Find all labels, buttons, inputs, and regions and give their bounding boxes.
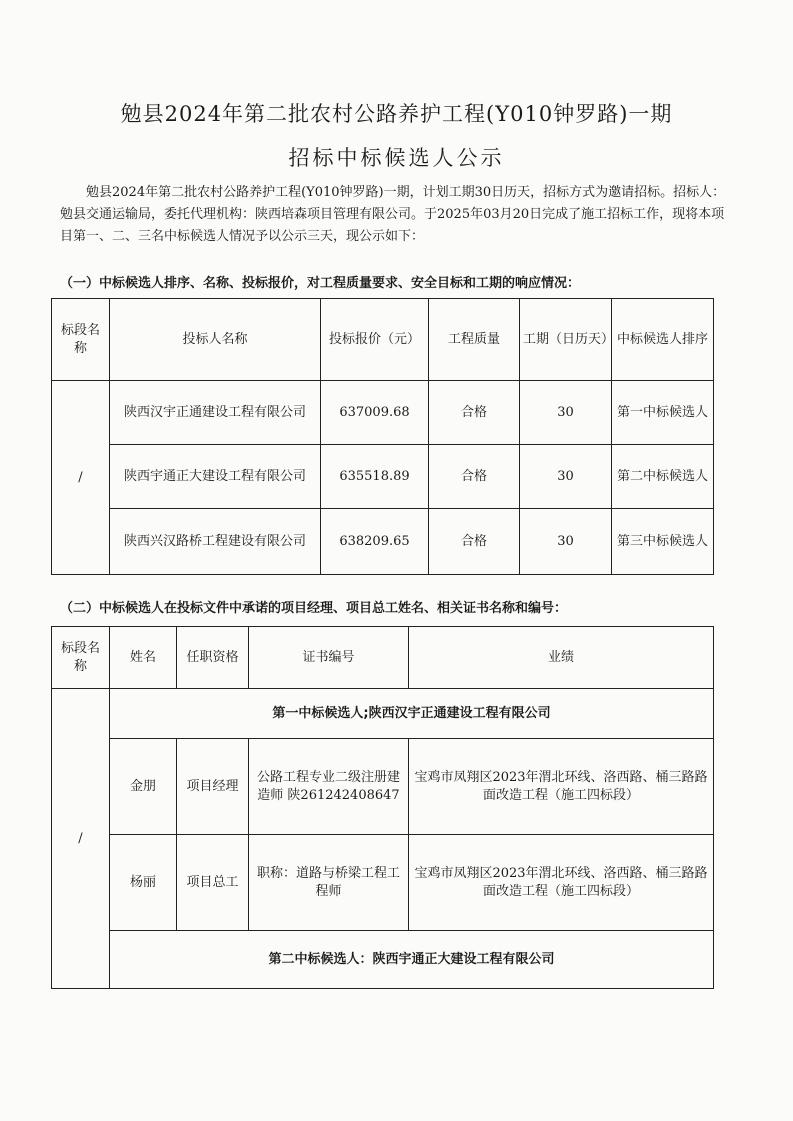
candidate-1-label: 第一中标候选人;陕西汉宇正通建设工程有限公司	[110, 689, 714, 739]
header-cell: 证书编号	[249, 627, 409, 689]
section-2-heading: （二）中标候选人在投标文件中承诺的项目经理、项目总工姓名、相关证书名称和编号：	[60, 601, 568, 616]
quality: 合格	[429, 445, 520, 509]
achievement: 宝鸡市凤翔区2023年渭北环线、洛西路、桶三路路面改造工程（施工四标段）	[409, 739, 714, 835]
candidate-ranking-table	[51, 298, 714, 575]
section-name-cell: /	[52, 381, 110, 575]
header-cell: 工程质量	[429, 299, 520, 381]
person-name: 杨丽	[110, 835, 177, 931]
table-row	[52, 739, 714, 835]
achievement: 宝鸡市凤翔区2023年渭北环线、洛西路、桶三路路面改造工程（施工四标段）	[409, 835, 714, 931]
period: 30	[520, 509, 612, 575]
header-cell: 标段名称	[52, 627, 110, 689]
intro-paragraph: 勉县2024年第二批农村公路养护工程(Y010钟罗路)一期，计划工期30日历天，招标方式为邀请招标。招标人：勉县交通运输局，委托代理机构：陕西培森项目管理有限公司。于2025年03月20日完成了施工招标工作，现将本项目第一、二、三名中标候选人情况予以公示三天，现公示如下：	[60, 185, 726, 244]
person-role: 项目总工	[177, 835, 249, 931]
bid-price: 635518.89	[321, 445, 429, 509]
quality: 合格	[429, 381, 520, 445]
header-cell: 任职资格	[177, 627, 249, 689]
personnel-table	[51, 626, 714, 989]
candidate-row	[52, 689, 714, 739]
period: 30	[520, 381, 612, 445]
rank: 第二中标候选人	[612, 445, 714, 509]
header-cell: 工期（日历天）	[520, 299, 612, 381]
header-cell: 投标报价（元）	[321, 299, 429, 381]
header-cell: 标段名称	[52, 299, 110, 381]
table-header-row	[52, 627, 714, 689]
certificate: 职称：道路与桥梁工程工程师	[249, 835, 409, 931]
title-line-2: 招标中标候选人公示	[288, 146, 505, 170]
candidate-2-label: 第二中标候选人：陕西宇通正大建设工程有限公司	[110, 931, 714, 989]
header-cell: 姓名	[110, 627, 177, 689]
header-cell: 业绩	[409, 627, 714, 689]
period: 30	[520, 445, 612, 509]
bid-price: 638209.65	[321, 509, 429, 575]
quality: 合格	[429, 509, 520, 575]
bidder-name: 陕西兴汉路桥工程建设有限公司	[110, 509, 321, 575]
section-1-heading: （一）中标候选人排序、名称、投标报价，对工程质量要求、安全目标和工期的响应情况：	[60, 276, 581, 291]
rank: 第三中标候选人	[612, 509, 714, 575]
person-name: 金朋	[110, 739, 177, 835]
certificate: 公路工程专业二级注册建造师 陕261242408647	[249, 739, 409, 835]
table-row	[52, 445, 714, 509]
rank: 第一中标候选人	[612, 381, 714, 445]
title-line-1: 勉县2024年第二批农村公路养护工程(Y010钟罗路)一期	[120, 102, 673, 126]
header-cell: 中标候选人排序	[612, 299, 714, 381]
table-row	[52, 381, 714, 445]
table-row	[52, 509, 714, 575]
table-header-row	[52, 299, 714, 381]
bidder-name: 陕西宇通正大建设工程有限公司	[110, 445, 321, 509]
bidder-name: 陕西汉宇正通建设工程有限公司	[110, 381, 321, 445]
candidate-row	[52, 931, 714, 989]
person-role: 项目经理	[177, 739, 249, 835]
header-cell: 投标人名称	[110, 299, 321, 381]
section-name-cell: /	[52, 689, 110, 989]
bid-price: 637009.68	[321, 381, 429, 445]
table-row	[52, 835, 714, 931]
